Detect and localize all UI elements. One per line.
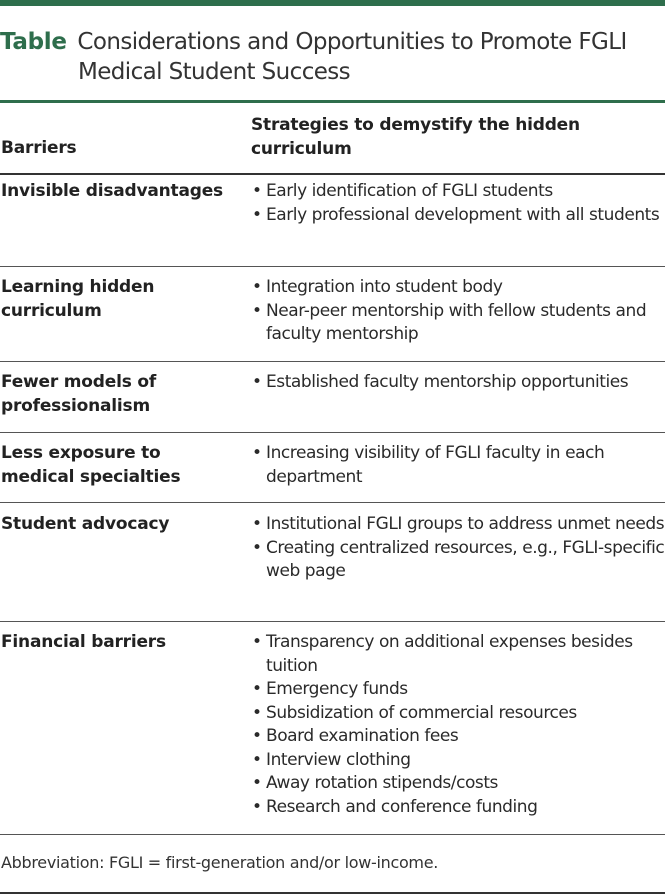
strategy-item: • Creating centralized resources, e.g., FGLI-specific web page xyxy=(252,537,665,584)
row-rule xyxy=(0,621,665,622)
strategy-list xyxy=(252,513,665,584)
row-rule xyxy=(0,502,665,503)
strategy-item: • Away rotation stipends/costs xyxy=(252,772,665,796)
table-title xyxy=(0,27,665,87)
strategy-item: • Research and conference funding xyxy=(252,796,665,820)
strategy-list xyxy=(252,442,665,489)
row-rule xyxy=(0,432,665,433)
strategy-item: • Established faculty mentorship opportunities xyxy=(252,371,665,395)
table-header xyxy=(0,103,665,173)
strategy-item: • Integration into student body xyxy=(252,276,665,300)
barrier-cell: Fewer models of professionalism xyxy=(1,372,157,416)
strategy-item: • Transparency on additional expenses besides tuition xyxy=(252,631,665,678)
strategy-item: • Institutional FGLI groups to address unmet needs xyxy=(252,513,665,537)
strategy-item: • Increasing visibility of FGLI faculty in each department xyxy=(252,442,665,489)
strategy-item: • Near-peer mentorship with fellow students and faculty mentorship xyxy=(252,300,665,347)
strategy-item: • Interview clothing xyxy=(252,749,665,773)
header-rule xyxy=(0,173,665,175)
strategy-list xyxy=(252,371,665,395)
barrier-cell: Learning hidden curriculum xyxy=(1,277,155,321)
barrier-cell: Student advocacy xyxy=(1,514,170,534)
barrier-cell: Less exposure to medical specialties xyxy=(1,443,181,487)
strategy-list xyxy=(252,631,665,819)
barrier-cell: Invisible disadvantages xyxy=(1,181,223,201)
strategy-item: • Early professional development with all students xyxy=(252,204,665,228)
strategy-item: • Emergency funds xyxy=(252,678,665,702)
table-footnote: Abbreviation: FGLI = first-generation and/or low-income. xyxy=(1,853,439,872)
strategy-list xyxy=(252,276,665,347)
bottom-rule xyxy=(0,892,665,894)
header-barriers: Barriers xyxy=(1,138,77,158)
header-strategies: Strategies to demystify the hidden curriculum xyxy=(251,115,580,159)
strategy-list xyxy=(252,180,665,227)
table-label: Table xyxy=(0,29,67,55)
table-title-line-2: Medical Student Success xyxy=(78,59,351,85)
top-rule xyxy=(0,0,665,6)
barrier-cell: Financial barriers xyxy=(1,632,166,652)
row-rule xyxy=(0,361,665,362)
strategy-item: • Subsidization of commercial resources xyxy=(252,702,665,726)
row-rule xyxy=(0,834,665,835)
strategy-item: • Board examination fees xyxy=(252,725,665,749)
table-title-line-1: Considerations and Opportunities to Promote FGLI xyxy=(77,29,627,55)
strategy-item: • Early identification of FGLI students xyxy=(252,180,665,204)
row-rule xyxy=(0,266,665,267)
